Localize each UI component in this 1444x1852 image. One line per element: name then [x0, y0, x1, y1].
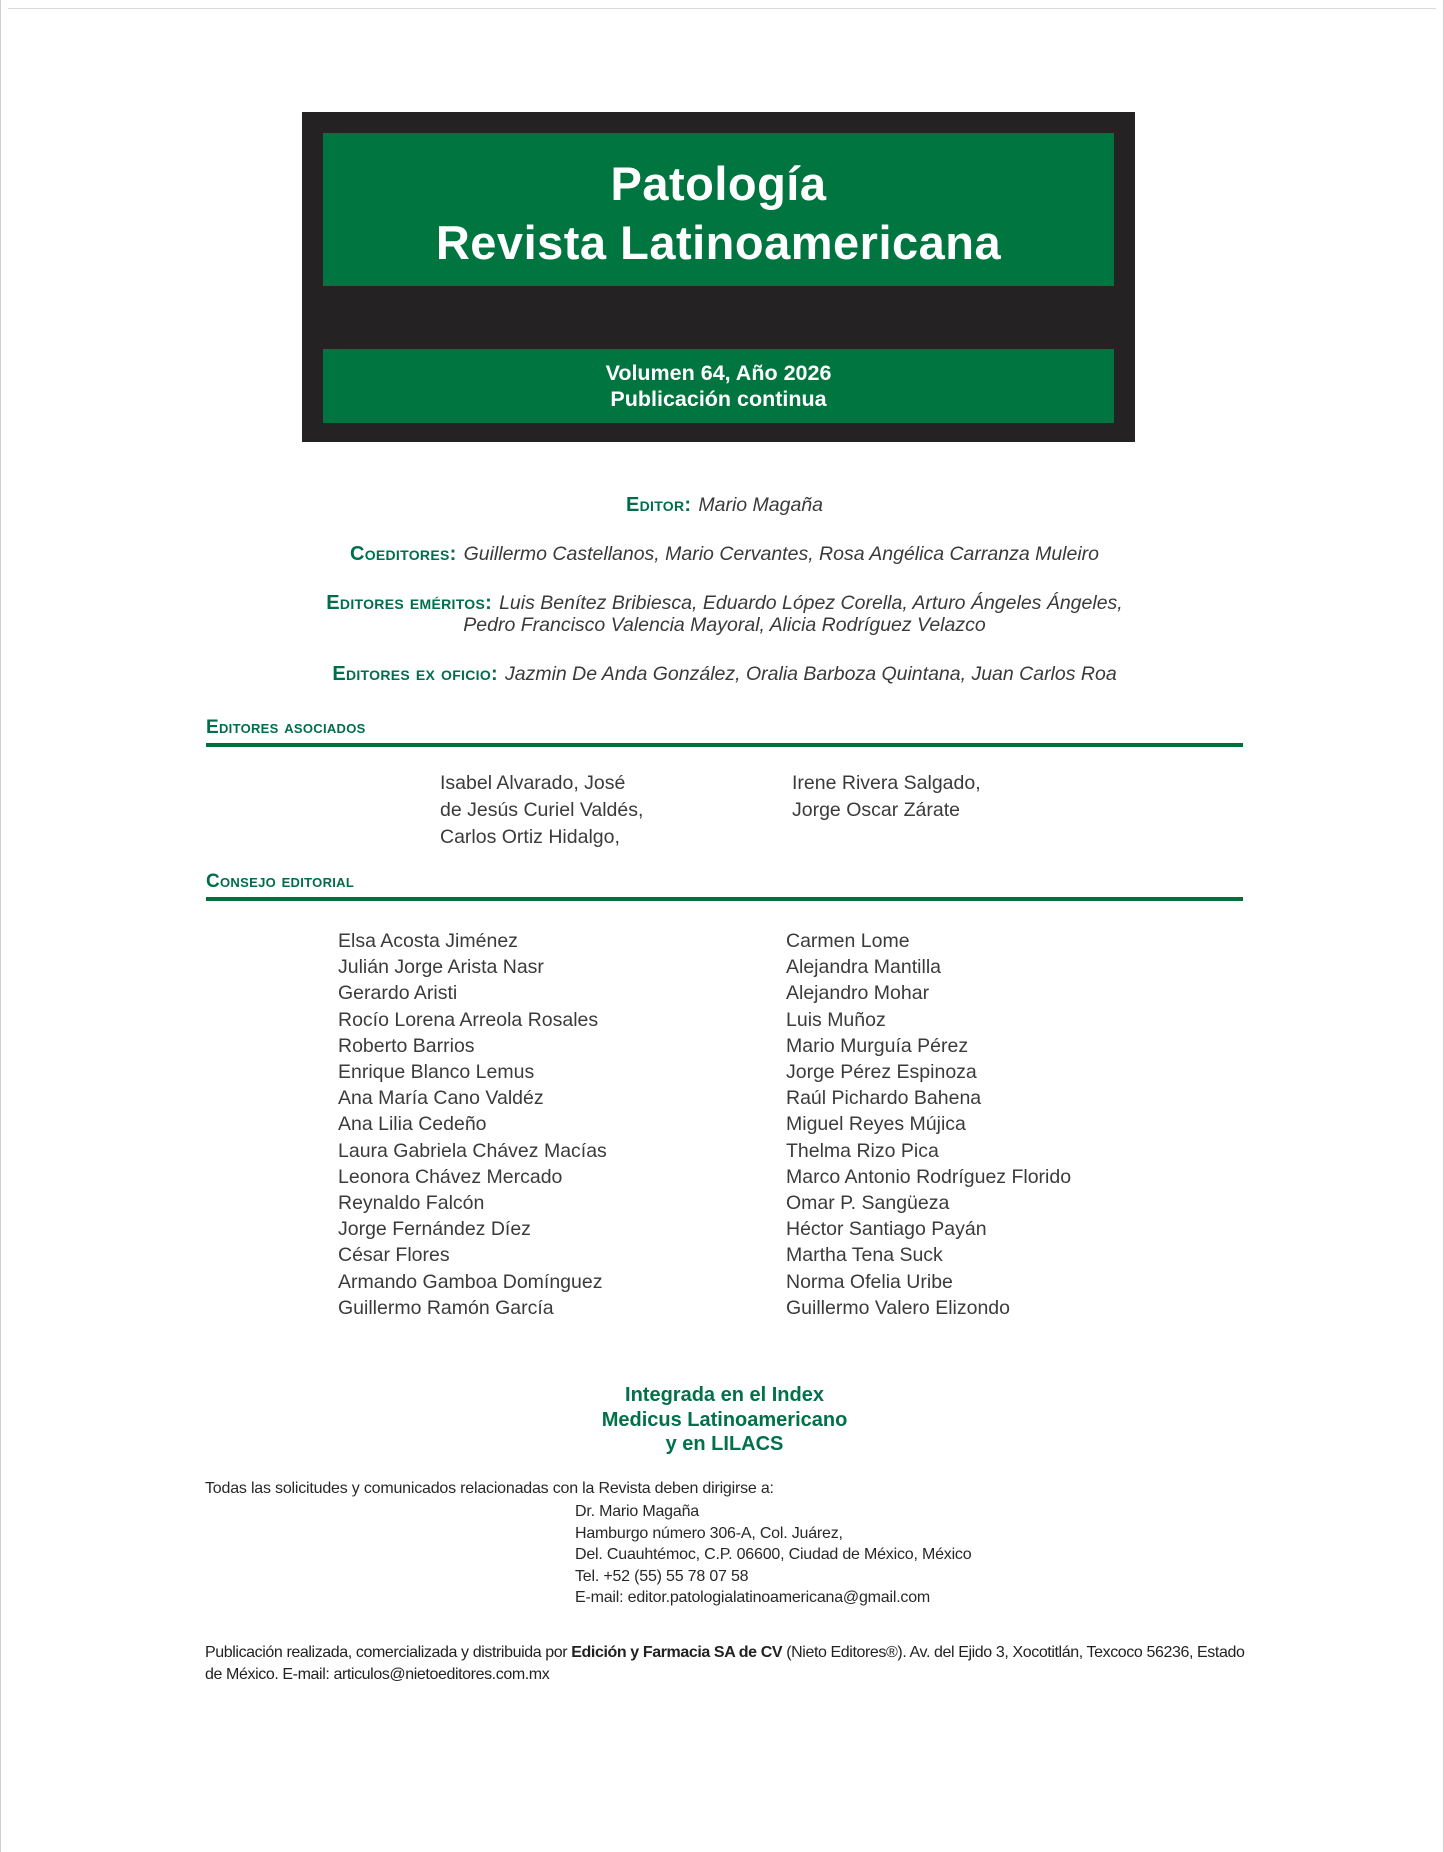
board-member-name: Héctor Santiago Payán	[786, 1218, 987, 1241]
publication-note-text-after: (Nieto Editores®). Av. del Ejido 3, Xocotitlán, Texcoco 56236, Estado de México. E-mail: articulos@nietoeditores.com.mx	[205, 1644, 1245, 1683]
board-member-name: César Flores	[338, 1244, 450, 1267]
associated-editor-name: Carlos Ortiz Hidalgo,	[440, 826, 620, 848]
publication-note	[205, 1642, 1250, 1685]
board-member-name: Reynaldo Falcón	[338, 1192, 485, 1215]
board-member-name: Omar P. Sangüeza	[786, 1192, 950, 1215]
exoficio-editors-line	[206, 663, 1243, 686]
emeritus-editors-line2	[206, 614, 1243, 637]
board-member-name: Alejandro Mohar	[786, 982, 930, 1005]
associated-editors-column2	[792, 770, 981, 824]
correspondence-address-line: Hamburgo número 306-A, Col. Juárez,	[575, 1524, 843, 1542]
board-member-name: Carmen Lome	[786, 930, 910, 952]
associated-editors-rule	[206, 743, 1243, 747]
board-member-name: Jorge Fernández Díez	[338, 1218, 531, 1241]
coeditors-label: Coeditores:	[349, 543, 457, 565]
board-member-name: Armando Gamboa Domínguez	[338, 1270, 603, 1293]
journal-title-line1: Patología	[610, 156, 827, 210]
board-member-name: Laura Gabriela Chávez Macías	[338, 1139, 607, 1162]
editorial-board-column2	[786, 928, 1071, 1321]
associated-editors-column1	[440, 770, 643, 851]
correspondence-address-line: Dr. Mario Magaña	[575, 1503, 699, 1520]
board-member-name: Thelma Rizo Pica	[786, 1139, 939, 1162]
board-member-name: Guillermo Ramón García	[338, 1296, 554, 1319]
board-member-name: Raúl Pichardo Bahena	[786, 1087, 982, 1110]
associated-editor-name: Isabel Alvarado, José	[440, 772, 626, 794]
editorial-board-column1	[338, 928, 607, 1321]
emeritus-editors-names-line1: Luis Benítez Bribiesca, Eduardo López Corella, Arturo Ángeles Ángeles,	[499, 592, 1123, 614]
volume-year-line: Volumen 64, Año 2026	[605, 361, 832, 385]
board-member-name: Leonora Chávez Mercado	[338, 1165, 563, 1188]
board-member-name: Norma Ofelia Uribe	[786, 1270, 953, 1293]
journal-title-banner	[323, 133, 1114, 286]
board-member-name: Roberto Barrios	[338, 1034, 475, 1057]
associated-editor-name: Irene Rivera Salgado,	[792, 772, 981, 794]
board-member-name: Miguel Reyes Mújica	[786, 1113, 966, 1136]
emeritus-editors-names-line2: Pedro Francisco Valencia Mayoral, Alicia Rodríguez Velazco	[463, 614, 986, 636]
editorial-board-rule	[206, 897, 1243, 901]
associated-editor-name: de Jesús Curiel Valdés,	[440, 799, 644, 821]
index-note-line3: y en LILACS	[665, 1433, 784, 1456]
correspondence-intro: Todas las solicitudes y comunicados relacionadas con la Revista deben dirigirse a:	[205, 1480, 774, 1497]
board-member-name: Ana María Cano Valdéz	[338, 1087, 544, 1110]
coeditors-line	[206, 543, 1243, 566]
board-member-name: Gerardo Aristi	[338, 982, 458, 1005]
journal-title-line2: Revista Latinoamericana	[435, 215, 1002, 269]
board-member-name: Ana Lilia Cedeño	[338, 1113, 487, 1136]
coeditors-names: Guillermo Castellanos, Mario Cervantes, Rosa Angélica Carranza Muleiro	[463, 543, 1100, 565]
emeritus-editors-line1	[206, 592, 1243, 615]
journal-header	[302, 112, 1135, 442]
emeritus-editors-label: Editores eméritos:	[326, 592, 493, 614]
board-member-name: Rocío Lorena Arreola Rosales	[338, 1008, 599, 1031]
correspondence-address-line: Tel. +52 (55) 55 78 07 58	[575, 1567, 749, 1585]
editorial-board-heading: Consejo editorial	[206, 871, 355, 892]
correspondence-address-line: Del. Cuauhtémoc, C.P. 06600, Ciudad de México, México	[575, 1546, 972, 1563]
board-member-name: Jorge Pérez Espinoza	[786, 1061, 977, 1084]
associated-editor-name: Jorge Oscar Zárate	[792, 799, 960, 821]
board-member-name: Elsa Acosta Jiménez	[338, 930, 518, 952]
board-member-name: Martha Tena Suck	[786, 1244, 943, 1267]
board-member-name: Enrique Blanco Lemus	[338, 1061, 535, 1084]
board-member-name: Alejandra Mantilla	[786, 956, 942, 979]
page-left-border	[0, 0, 1, 1852]
index-note-line1: Integrada en el Index	[625, 1384, 824, 1406]
index-note-line2: Medicus Latinoamericano	[601, 1408, 848, 1431]
volume-banner	[323, 349, 1114, 423]
board-member-name: Guillermo Valero Elizondo	[786, 1296, 1010, 1319]
exoficio-editors-names: Jazmin De Anda González, Oralia Barboza Quintana, Juan Carlos Roa	[505, 663, 1117, 685]
associated-editors-heading: Editores asociados	[206, 717, 366, 738]
board-member-name: Marco Antonio Rodríguez Florido	[786, 1165, 1072, 1188]
publisher-name: Edición y Farmacia SA de CV	[571, 1644, 783, 1661]
editor-names: Mario Magaña	[698, 494, 824, 516]
board-member-name: Julián Jorge Arista Nasr	[338, 956, 544, 979]
board-member-name: Luis Muñoz	[786, 1008, 886, 1031]
index-inclusion-note	[206, 1383, 1243, 1457]
editor-line	[206, 494, 1243, 517]
board-member-name: Mario Murguía Pérez	[786, 1034, 969, 1057]
correspondence-address-line: E-mail: editor.patologialatinoamericana@gmail.com	[575, 1589, 931, 1606]
exoficio-editors-label: Editores ex oficio:	[332, 663, 498, 685]
editor-label: Editor:	[625, 494, 692, 516]
publication-mode-line: Publicación continua	[610, 387, 827, 411]
correspondence-address	[575, 1501, 971, 1609]
publication-note-text: Publicación realizada, comercializada y distribuida por	[205, 1644, 572, 1661]
page-top-border	[8, 8, 1436, 9]
